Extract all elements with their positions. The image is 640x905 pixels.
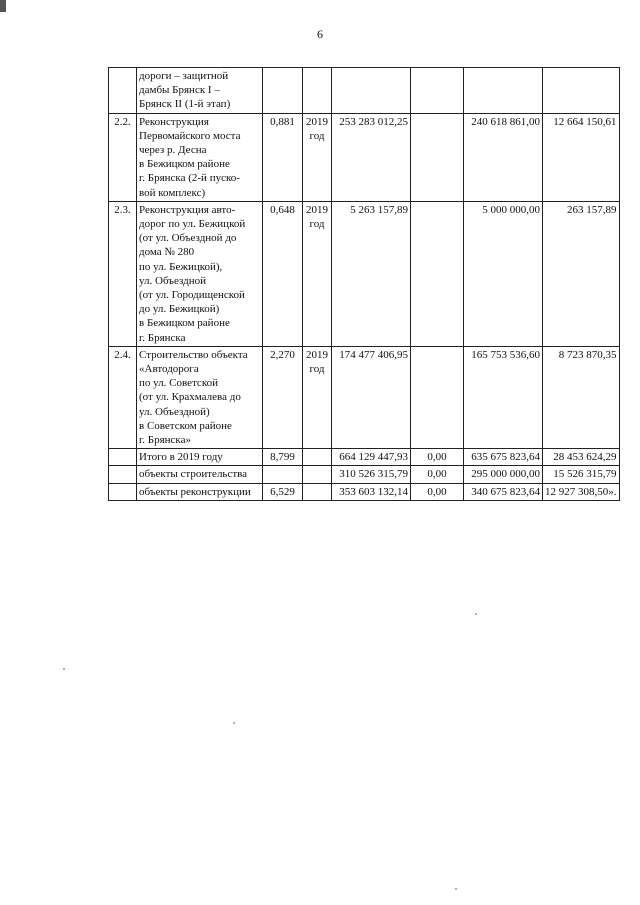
city-amount-cell: 12 664 150,61 bbox=[543, 113, 620, 201]
object-name-cell: Строительство объекта «Автодорога по ул. Советской (от ул. Крахмалева до ул. Объездной) в Советском районе г. Брянска» bbox=[137, 346, 263, 448]
object-name-cell: объекты строительства bbox=[137, 466, 263, 483]
row-number-cell bbox=[109, 68, 137, 114]
length-cell bbox=[263, 68, 303, 114]
regional-amount-cell: 635 675 823,64 bbox=[464, 449, 543, 466]
year-cell: 2019 год bbox=[303, 113, 332, 201]
total-amount-cell bbox=[332, 68, 411, 114]
total-amount-cell: 174 477 406,95 bbox=[332, 346, 411, 448]
regional-amount-cell: 5 000 000,00 bbox=[464, 201, 543, 346]
scan-speck bbox=[475, 613, 477, 615]
total-amount-cell: 310 526 315,79 bbox=[332, 466, 411, 483]
table-row bbox=[109, 449, 620, 466]
year-cell: 2019 год bbox=[303, 201, 332, 346]
table-row bbox=[109, 113, 620, 201]
row-number-cell bbox=[109, 466, 137, 483]
length-cell: 2,270 bbox=[263, 346, 303, 448]
table-row bbox=[109, 483, 620, 500]
scan-speck bbox=[63, 668, 65, 670]
object-name-cell: Итого в 2019 году bbox=[137, 449, 263, 466]
regional-amount-cell: 240 618 861,00 bbox=[464, 113, 543, 201]
table-row bbox=[109, 68, 620, 114]
scan-speck bbox=[455, 888, 457, 890]
city-amount-cell: 15 526 315,79 bbox=[543, 466, 620, 483]
federal-amount-cell bbox=[411, 346, 464, 448]
scan-corner-mark bbox=[0, 0, 6, 12]
regional-amount-cell bbox=[464, 68, 543, 114]
table-row bbox=[109, 346, 620, 448]
city-amount-cell: 28 453 624,29 bbox=[543, 449, 620, 466]
city-amount-cell bbox=[543, 68, 620, 114]
federal-amount-cell: 0,00 bbox=[411, 466, 464, 483]
city-amount-cell: 12 927 308,50». bbox=[543, 483, 620, 500]
total-amount-cell: 5 263 157,89 bbox=[332, 201, 411, 346]
city-amount-cell: 8 723 870,35 bbox=[543, 346, 620, 448]
length-cell: 0,881 bbox=[263, 113, 303, 201]
regional-amount-cell: 295 000 000,00 bbox=[464, 466, 543, 483]
total-amount-cell: 353 603 132,14 bbox=[332, 483, 411, 500]
total-amount-cell: 253 283 012,25 bbox=[332, 113, 411, 201]
scan-speck bbox=[233, 722, 235, 724]
federal-amount-cell bbox=[411, 201, 464, 346]
object-name-cell: объекты реконструкции bbox=[137, 483, 263, 500]
federal-amount-cell bbox=[411, 113, 464, 201]
length-cell: 6,529 bbox=[263, 483, 303, 500]
length-cell: 8,799 bbox=[263, 449, 303, 466]
row-number-cell: 2.4. bbox=[109, 346, 137, 448]
row-number-cell: 2.3. bbox=[109, 201, 137, 346]
city-amount-cell: 263 157,89 bbox=[543, 201, 620, 346]
row-number-cell bbox=[109, 483, 137, 500]
regional-amount-cell: 340 675 823,64 bbox=[464, 483, 543, 500]
year-cell: 2019 год bbox=[303, 346, 332, 448]
row-number-cell: 2.2. bbox=[109, 113, 137, 201]
object-name-cell: Реконструкция Первомайского моста через р. Десна в Бежицком районе г. Брянска (2-й пуско- вой комплекс) bbox=[137, 113, 263, 201]
table-row bbox=[109, 201, 620, 346]
length-cell: 0,648 bbox=[263, 201, 303, 346]
year-cell bbox=[303, 483, 332, 500]
length-cell bbox=[263, 466, 303, 483]
object-name-cell: Реконструкция авто- дорог по ул. Бежицкой (от ул. Объездной до дома № 280 по ул. Бежицкой), ул. Объездной (от ул. Городищенской до ул. Бежицкой) в Бежицком районе г. Брянска bbox=[137, 201, 263, 346]
budget-table bbox=[108, 67, 620, 501]
page-number: 6 bbox=[317, 27, 323, 41]
object-name-cell: дороги – защитной дамбы Брянск I – Брянск II (1-й этап) bbox=[137, 68, 263, 114]
federal-amount-cell: 0,00 bbox=[411, 483, 464, 500]
federal-amount-cell: 0,00 bbox=[411, 449, 464, 466]
year-cell bbox=[303, 449, 332, 466]
regional-amount-cell: 165 753 536,60 bbox=[464, 346, 543, 448]
total-amount-cell: 664 129 447,93 bbox=[332, 449, 411, 466]
year-cell bbox=[303, 68, 332, 114]
federal-amount-cell bbox=[411, 68, 464, 114]
year-cell bbox=[303, 466, 332, 483]
row-number-cell bbox=[109, 449, 137, 466]
table-row bbox=[109, 466, 620, 483]
